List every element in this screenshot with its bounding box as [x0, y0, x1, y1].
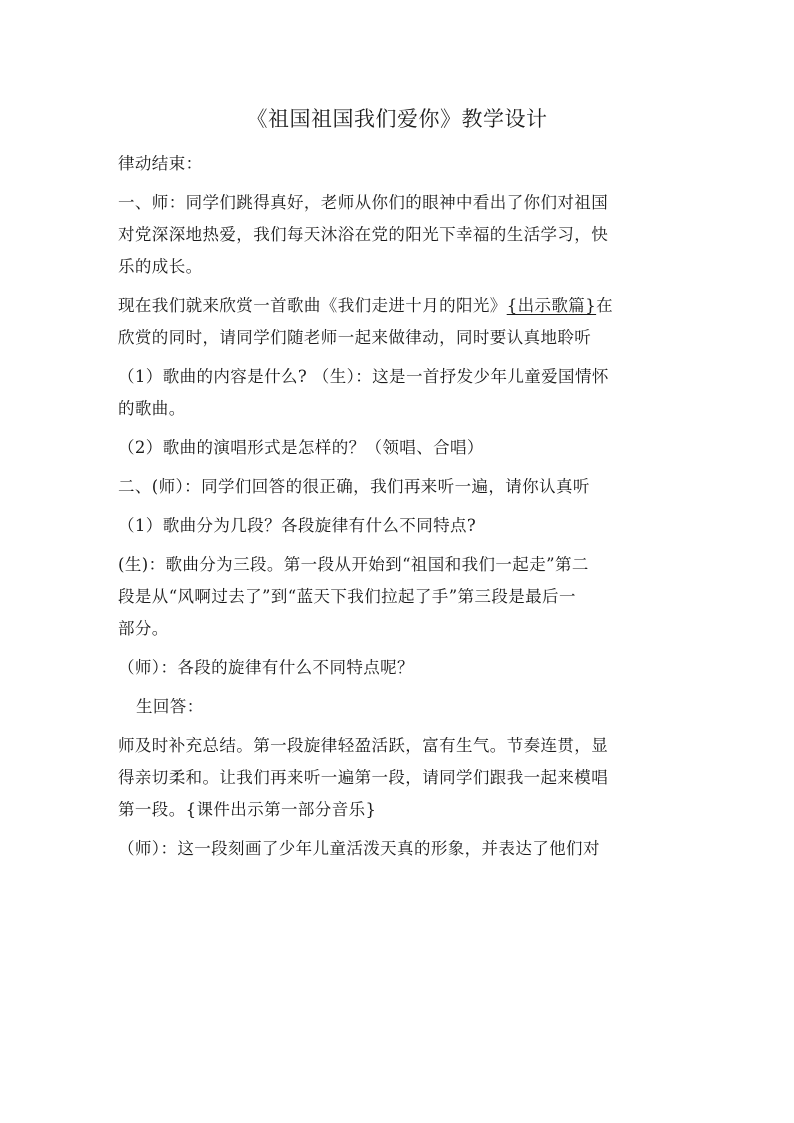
text-line: 得亲切柔和。让我们再来听一遍第一段，请同学们跟我一起来模唱	[118, 768, 609, 787]
text-line: （2）歌曲的演唱形式是怎样的？（领唱、合唱）	[118, 438, 484, 457]
paragraph-question-1	[118, 361, 678, 425]
text-line: 对党深深地热爱，我们每天沐浴在党的阳光下幸福的生活学习，快	[118, 225, 609, 244]
paragraph-student-answer	[118, 549, 678, 645]
text-line: 生回答：	[136, 697, 204, 716]
text-line: 段是从“风啊过去了”到“蓝天下我们拉起了手”第三段是最后一	[118, 587, 576, 606]
text-segment: 现在我们就来欣赏一首歌曲《我们走进十月的阳光》	[118, 296, 507, 315]
text-line: （1）歌曲的内容是什么? （生）：这是一首抒发少年儿童爱国情怀	[118, 367, 609, 386]
paragraph-first-section-description	[118, 833, 678, 865]
text-segment: 在	[596, 296, 614, 315]
paragraph-part-two	[118, 471, 678, 503]
document-title: 《祖国祖国我们爱你》教学设计	[246, 107, 548, 131]
text-line: 第一段。{课件出示第一部分音乐}	[118, 800, 377, 819]
text-line: 欣赏的同时，请同学们随老师一起来做律动，同时要认真地聆听	[118, 328, 592, 347]
paragraph-sections-question	[118, 510, 678, 542]
document-body	[118, 148, 678, 872]
paragraph-rhythm-end	[118, 148, 678, 180]
text-line: (生)：歌曲分为三段。第一段从开始到“祖国和我们一起走”第二	[118, 555, 589, 574]
paragraph-teacher-summary	[118, 730, 678, 826]
text-line	[118, 290, 678, 322]
paragraph-song-intro	[118, 290, 678, 354]
text-line: 律动结束：	[118, 154, 203, 173]
paragraph-teacher-question	[118, 652, 678, 684]
text-line: 乐的成长。	[118, 257, 203, 276]
paragraph-teacher-praise	[118, 187, 678, 283]
text-line: 师及时补充总结。第一段旋律轻盈活跃，富有生气。节奏连贯，显	[118, 736, 609, 755]
show-lyrics-note: {出示歌篇}	[506, 296, 597, 315]
text-line: 的歌曲。	[118, 399, 186, 418]
paragraph-student-reply	[118, 691, 678, 723]
text-line: （师）：这一段刻画了少年儿童活泼天真的形象，并表达了他们对	[118, 839, 600, 858]
text-line: （师）：各段的旋律有什么不同特点呢？	[118, 658, 414, 677]
text-line: 一、师：同学们跳得真好，老师从你们的眼神中看出了你们对祖国	[118, 193, 609, 212]
paragraph-question-2	[118, 432, 678, 464]
text-line: （1）歌曲分为几段？各段旋律有什么不同特点?	[118, 516, 477, 535]
text-line: 二、(师）：同学们回答的很正确，我们再来听一遍，请你认真听	[118, 477, 590, 496]
text-line: 部分。	[118, 619, 169, 638]
